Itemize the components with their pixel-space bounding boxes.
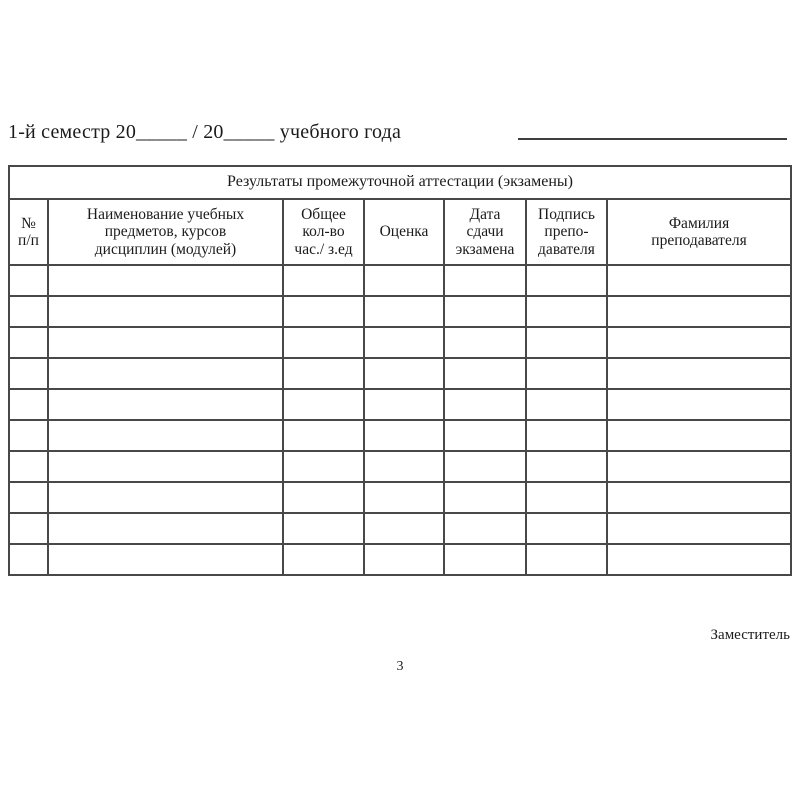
table-empty-cell xyxy=(283,389,364,420)
table-empty-cell xyxy=(444,482,526,513)
table-empty-row xyxy=(9,544,791,575)
table-empty-row xyxy=(9,482,791,513)
table-empty-cell xyxy=(9,389,48,420)
deputy-label: Заместитель xyxy=(710,627,790,643)
table-empty-cell xyxy=(48,513,283,544)
table-empty-cell xyxy=(9,296,48,327)
table-empty-cell xyxy=(48,389,283,420)
table-empty-cell xyxy=(526,451,607,482)
table-empty-cell xyxy=(526,265,607,296)
table-empty-cell xyxy=(526,544,607,575)
table-empty-cell xyxy=(526,513,607,544)
table-header-row xyxy=(9,199,791,265)
table-empty-cell xyxy=(364,327,444,358)
table-empty-cell xyxy=(364,513,444,544)
table-empty-cell xyxy=(607,482,791,513)
col-header-line: препо- xyxy=(544,223,589,241)
table-empty-cell xyxy=(444,265,526,296)
table-empty-cell xyxy=(364,451,444,482)
table-empty-cell xyxy=(48,482,283,513)
table-empty-cell xyxy=(9,420,48,451)
table-body xyxy=(9,265,791,575)
table-empty-cell xyxy=(607,513,791,544)
table-empty-cell xyxy=(607,358,791,389)
table-empty-cell xyxy=(364,265,444,296)
col-header-teacher-name xyxy=(607,199,791,265)
table-empty-cell xyxy=(9,482,48,513)
col-header-line: Фамилия xyxy=(668,214,730,232)
table-empty-cell xyxy=(48,420,283,451)
table-empty-cell xyxy=(526,389,607,420)
col-header-line: Оценка xyxy=(379,223,429,241)
col-header-line: Общее xyxy=(301,205,346,223)
col-header-line: п/п xyxy=(18,232,39,249)
col-header-line: давателя xyxy=(538,240,595,258)
table-empty-cell xyxy=(444,513,526,544)
page-number: 3 xyxy=(396,659,404,674)
table-title-row xyxy=(9,166,791,199)
table-empty-cell xyxy=(444,358,526,389)
col-header-line: дисциплин (модулей) xyxy=(94,240,237,258)
col-header-number xyxy=(9,199,48,265)
table-empty-cell xyxy=(283,513,364,544)
table-empty-cell xyxy=(444,420,526,451)
table-empty-cell xyxy=(364,544,444,575)
table-empty-cell xyxy=(48,358,283,389)
table-empty-cell xyxy=(444,327,526,358)
col-header-teacher-signature xyxy=(526,199,607,265)
col-header-grade xyxy=(364,199,444,265)
table-empty-cell xyxy=(9,451,48,482)
col-header-line: преподавателя xyxy=(651,232,747,249)
col-header-line: экзамена xyxy=(455,240,515,258)
col-header-subject xyxy=(48,199,283,265)
table-empty-cell xyxy=(283,358,364,389)
table-empty-cell xyxy=(283,296,364,327)
col-header-line: сдачи xyxy=(466,223,504,241)
table-empty-cell xyxy=(526,420,607,451)
table-empty-cell xyxy=(283,327,364,358)
table-empty-row xyxy=(9,420,791,451)
table-empty-cell xyxy=(283,265,364,296)
table-empty-cell xyxy=(607,544,791,575)
table-empty-cell xyxy=(607,451,791,482)
table-empty-cell xyxy=(364,296,444,327)
table-empty-row xyxy=(9,389,791,420)
semester-heading: 1-й семестр 20_____ / 20_____ учебного года xyxy=(8,121,402,143)
table-empty-cell xyxy=(9,265,48,296)
table-empty-cell xyxy=(526,358,607,389)
table-empty-cell xyxy=(526,296,607,327)
col-header-exam-date xyxy=(444,199,526,265)
table-empty-cell xyxy=(283,420,364,451)
table-empty-row xyxy=(9,358,791,389)
col-header-line: Наименование учебных xyxy=(86,205,245,223)
table-empty-cell xyxy=(444,544,526,575)
table-empty-row xyxy=(9,265,791,296)
table-empty-cell xyxy=(607,389,791,420)
table-empty-cell xyxy=(364,358,444,389)
col-header-line: предметов, курсов xyxy=(104,223,227,241)
table-empty-cell xyxy=(48,451,283,482)
table-empty-cell xyxy=(283,544,364,575)
col-header-line: час./ з.ед xyxy=(294,240,353,258)
table-empty-cell xyxy=(444,451,526,482)
table-empty-cell xyxy=(607,296,791,327)
table-empty-cell xyxy=(526,482,607,513)
table-empty-cell xyxy=(607,420,791,451)
signature-blank-line xyxy=(518,126,787,140)
table-empty-cell xyxy=(364,482,444,513)
col-header-line: Подпись xyxy=(538,205,595,223)
table-empty-cell xyxy=(526,327,607,358)
table-empty-cell xyxy=(444,389,526,420)
table-empty-cell xyxy=(9,358,48,389)
col-header-line: Дата xyxy=(469,205,501,223)
table-title: Результаты промежуточной аттестации (экзамены) xyxy=(9,166,791,199)
table-empty-cell xyxy=(9,327,48,358)
table-empty-cell xyxy=(48,296,283,327)
table-empty-cell xyxy=(48,544,283,575)
table-empty-cell xyxy=(9,544,48,575)
table-empty-cell xyxy=(364,420,444,451)
table-empty-cell xyxy=(283,451,364,482)
table-empty-row xyxy=(9,296,791,327)
exam-results-table xyxy=(8,165,792,576)
table-empty-cell xyxy=(48,327,283,358)
col-header-line: № xyxy=(21,214,36,232)
table-empty-row xyxy=(9,327,791,358)
table-empty-cell xyxy=(607,327,791,358)
table-empty-cell xyxy=(607,265,791,296)
table-empty-cell xyxy=(444,296,526,327)
table-empty-cell xyxy=(283,482,364,513)
table-empty-row xyxy=(9,513,791,544)
table-empty-cell xyxy=(48,265,283,296)
table-empty-row xyxy=(9,451,791,482)
col-header-hours xyxy=(283,199,364,265)
table-empty-cell xyxy=(9,513,48,544)
table-empty-cell xyxy=(364,389,444,420)
col-header-line: кол-во xyxy=(302,223,345,241)
